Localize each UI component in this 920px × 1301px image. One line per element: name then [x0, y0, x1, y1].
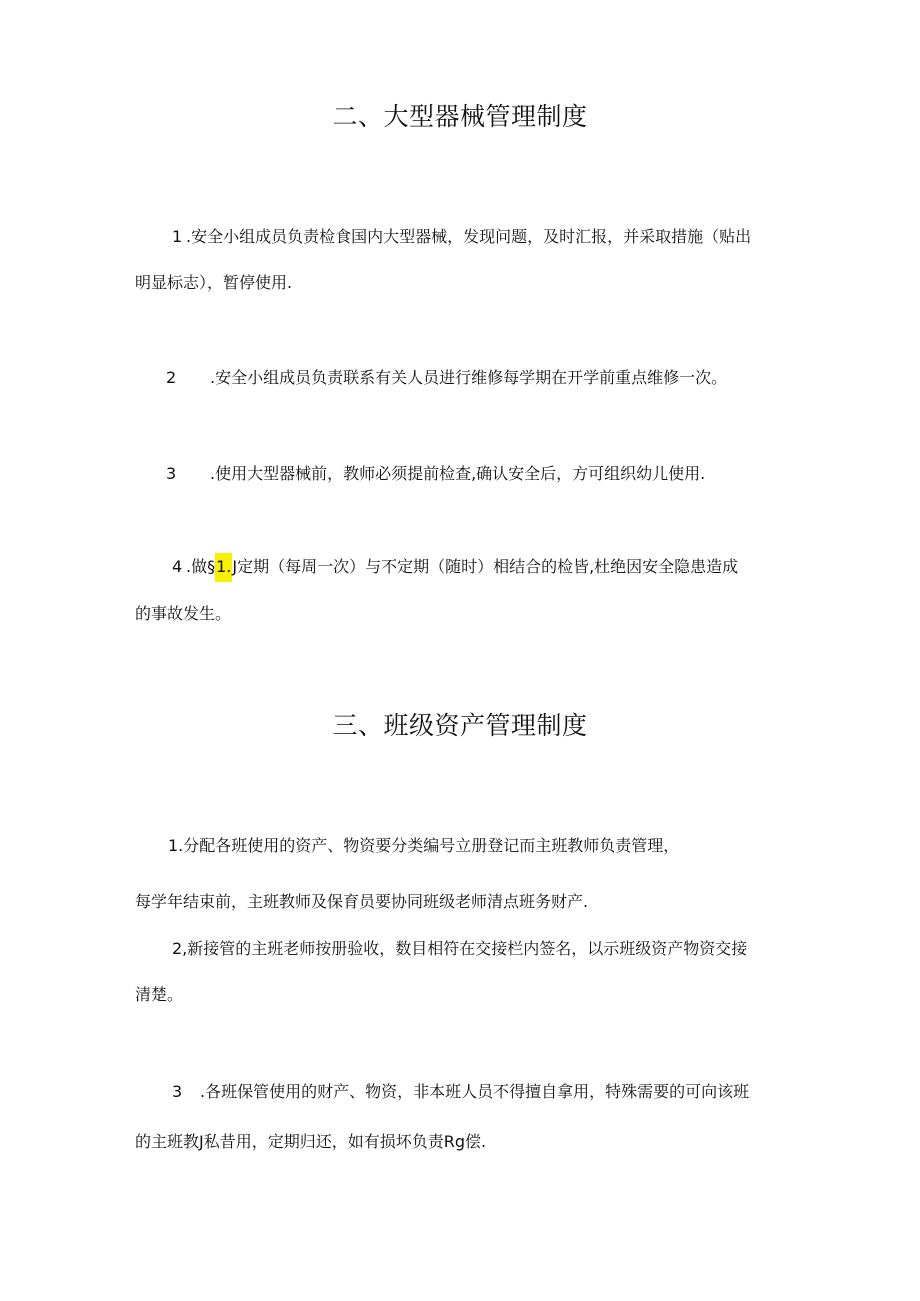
- section-3-item-2-line-2: 清楚。: [135, 985, 184, 1004]
- section-3-heading: 三、班级资产管理制度: [332, 711, 588, 740]
- section-2-item-4-line-1: [172, 555, 738, 579]
- item-number: 3: [166, 464, 177, 483]
- item-number: 2: [166, 368, 177, 387]
- section-2-item-2: [166, 366, 727, 390]
- highlighted-text: 1.: [215, 553, 232, 582]
- item-text: .安全小组成员负责检食国内大型器械，发现问题，及时汇报，并采取措施（贴出: [186, 227, 752, 246]
- section-2-item-1-line-1: [172, 225, 751, 249]
- section-3-item-1-line-2: 每学年结束前，主班教师及保育员要协同班级老师清点班务财产.: [135, 892, 589, 911]
- section-2-item-3: [166, 462, 705, 486]
- item-text-rest: J定期（每周一次）与不定期（随时）相结合的检皆,杜绝因安全隐患造成: [232, 557, 739, 576]
- section-2-item-4-line-2: 的事故发生。: [135, 604, 232, 623]
- section-3-item-3-line-1: [172, 1080, 749, 1104]
- section-2-heading: 二、大型器械管理制度: [332, 102, 588, 131]
- item-number: 4: [172, 557, 183, 576]
- section-3-item-3-line-2: 的主班教J私昔用，定期归还，如有损坏负责Rg偿.: [135, 1132, 487, 1151]
- item-number: 3: [172, 1082, 183, 1101]
- item-text-prefix: .做§: [186, 557, 216, 576]
- item-number: 1: [172, 227, 183, 246]
- section-2-item-1-line-2: 明显标志），暂停使用.: [135, 273, 293, 292]
- item-text: .使用大型器械前，教师必须提前检查,确认安全后，方可组织幼儿使用.: [210, 464, 706, 483]
- section-3-item-1-line-1: 1.分配各班使用的资产、物资要分类编号立册登记而主班教师负责管理，: [168, 836, 680, 855]
- item-text: .各班保管使用的财产、物资，非本班人员不得擅自拿用，特殊需要的可向该班: [200, 1082, 750, 1101]
- section-3-item-2-line-1: 2,新接管的主班老师按册验收，数目相符在交接栏内签名，以示班级资产物资交接: [172, 939, 748, 958]
- item-text: .安全小组成员负责联系有关人员进行维修每学期在开学前重点维修一次。: [210, 368, 728, 387]
